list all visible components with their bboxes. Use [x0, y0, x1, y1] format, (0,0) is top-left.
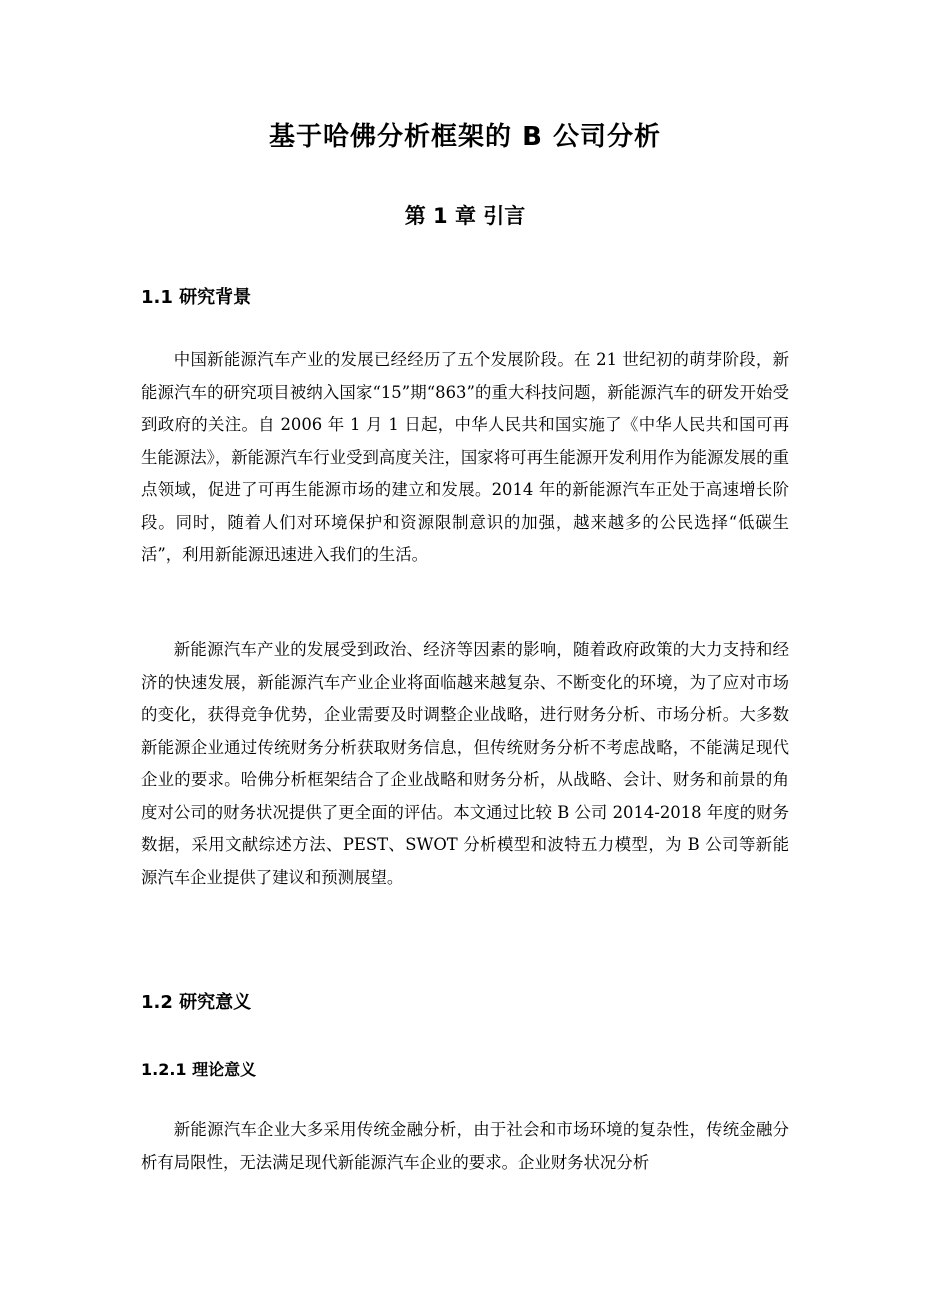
- section-1-2-1-heading: 1.2.1 理论意义: [141, 1060, 257, 1079]
- section-1-1-paragraph-2: 新能源汽车产业的发展受到政治、经济等因素的影响，随着政府政策的大力支持和经济的快速发展，新能源汽车产业企业将面临越来越复杂、不断变化的环境，为了应对市场的变化，获得竞争优势，企业需要及时调整企业战略，进行财务分析、市场分析。大多数新能源企业通过传统财务分析获取财务信息，但传统财务分析不考虑战略，不能满足现代企业的要求。哈佛分析框架结合了企业战略和财务分析，从战略、会计、财务和前景的角度对公司的财务状况提供了更全面的评估。本文通过比较 B 公司 2014-2018 年度的财务数据，采用文献综述方法、PEST、SWOT 分析模型和波特五力模型，为 B 公司等新能源汽车企业提供了建议和预测展望。: [141, 640, 789, 887]
- section-1-2-heading: 1.2 研究意义: [141, 992, 252, 1013]
- section-1-2-1-paragraph-1: 新能源汽车企业大多采用传统金融分析，由于社会和市场环境的复杂性，传统金融分析有局限性，无法满足现代新能源汽车企业的要求。企业财务状况分析: [141, 1120, 789, 1172]
- section-1-1-paragraph-1: 中国新能源汽车产业的发展已经经历了五个发展阶段。在 21 世纪初的萌芽阶段，新能源汽车的研究项目被纳入国家“15”期“863”的重大科技问题，新能源汽车的研发开始受到政府的关注。自 2006 年 1 月 1 日起，中华人民共和国实施了《中华人民共和国可再生能源法》，新能源汽车行业受到高度关注，国家将可再生能源开发利用作为能源发展的重点领域，促进了可再生能源市场的建立和发展。2014 年的新能源汽车正处于高速增长阶段。同时，随着人们对环境保护和资源限制意识的加强，越来越多的公民选择“低碳生活”，利用新能源迅速进入我们的生活。: [141, 350, 789, 564]
- chapter-title: 第 1 章 引言: [404, 204, 526, 228]
- document-title: 基于哈佛分析框架的 B 公司分析: [269, 122, 661, 152]
- section-1-1-heading: 1.1 研究背景: [141, 287, 252, 308]
